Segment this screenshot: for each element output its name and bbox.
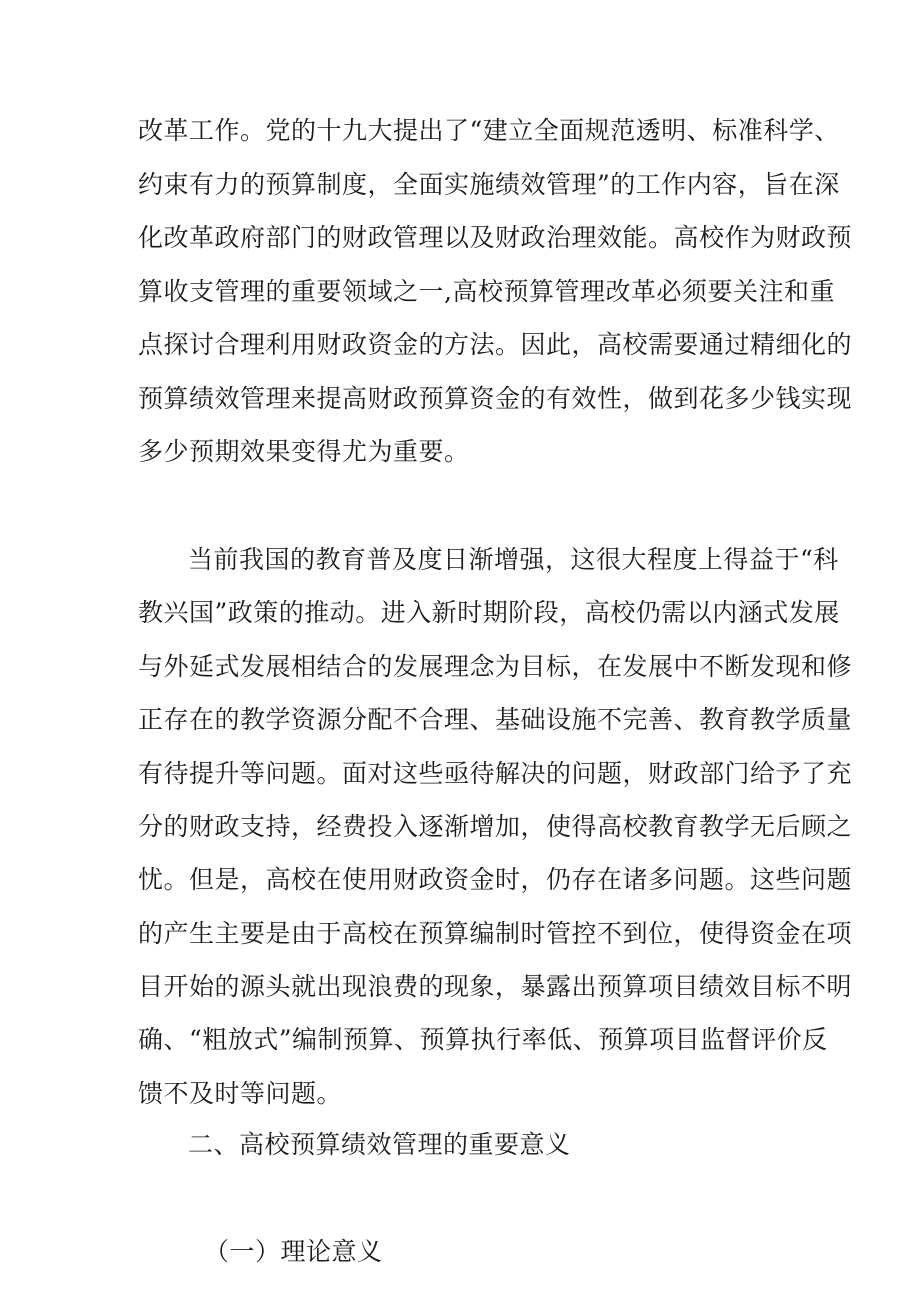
paragraph-1-line: 点探讨合理利用财政资金的方法。因此，高校需要通过精细化的 bbox=[138, 330, 853, 359]
paragraph-2-line: 正存在的教学资源分配不合理、基础设施不完善、教育教学质量 bbox=[138, 705, 853, 734]
paragraph-1-line: 多少预期效果变得尤为重要。 bbox=[138, 437, 470, 466]
paragraph-2-line: 目开始的源头就出现浪费的现象，暴露出预算项目绩效目标不明 bbox=[138, 972, 853, 1001]
paragraph-2-line: 馈不及时等问题。 bbox=[138, 1079, 343, 1108]
paragraph-2-line: 教兴国”政策的推动。进入新时期阶段，高校仍需以内涵式发展 bbox=[138, 598, 840, 627]
paragraph-2-line: 的产生主要是由于高校在预算编制时管控不到位，使得资金在项 bbox=[138, 919, 853, 948]
paragraph-1-line: 化改革政府部门的财政管理以及财政治理效能。高校作为财政预 bbox=[138, 223, 853, 252]
paragraph-2-line: 分的财政支持，经费投入逐渐增加，使得高校教育教学无后顾之 bbox=[138, 812, 853, 841]
paragraph-1-line: 约束有力的预算制度，全面实施绩效管理”的工作内容，旨在深 bbox=[138, 170, 840, 199]
paragraph-1-line: 改革工作。党的十九大提出了“建立全面规范透明、标准科学、 bbox=[138, 116, 840, 145]
paragraph-2-line: 当前我国的教育普及度日渐增强，这很大程度上得益于“科 bbox=[188, 545, 839, 574]
subsection-heading: （一）理论意义 bbox=[204, 1237, 383, 1266]
section-heading: 二、高校预算绩效管理的重要意义 bbox=[188, 1130, 571, 1159]
paragraph-2-line: 与外延式发展相结合的发展理念为目标，在发展中不断发现和修 bbox=[138, 652, 853, 681]
paragraph-1-line: 预算绩效管理来提高财政预算资金的有效性，做到花多少钱实现 bbox=[138, 384, 853, 413]
paragraph-2-line: 忧。但是，高校在使用财政资金时，仍存在诸多问题。这些问题 bbox=[138, 865, 853, 894]
paragraph-2-line: 确、“粗放式”编制预算、预算执行率低、预算项目监督评价反 bbox=[138, 1025, 828, 1054]
paragraph-2-line: 有待提升等问题。面对这些亟待解决的问题，财政部门给予了充 bbox=[138, 759, 853, 788]
paragraph-1-line: 算收支管理的重要领域之一,高校预算管理改革必须要关注和重 bbox=[138, 277, 835, 306]
